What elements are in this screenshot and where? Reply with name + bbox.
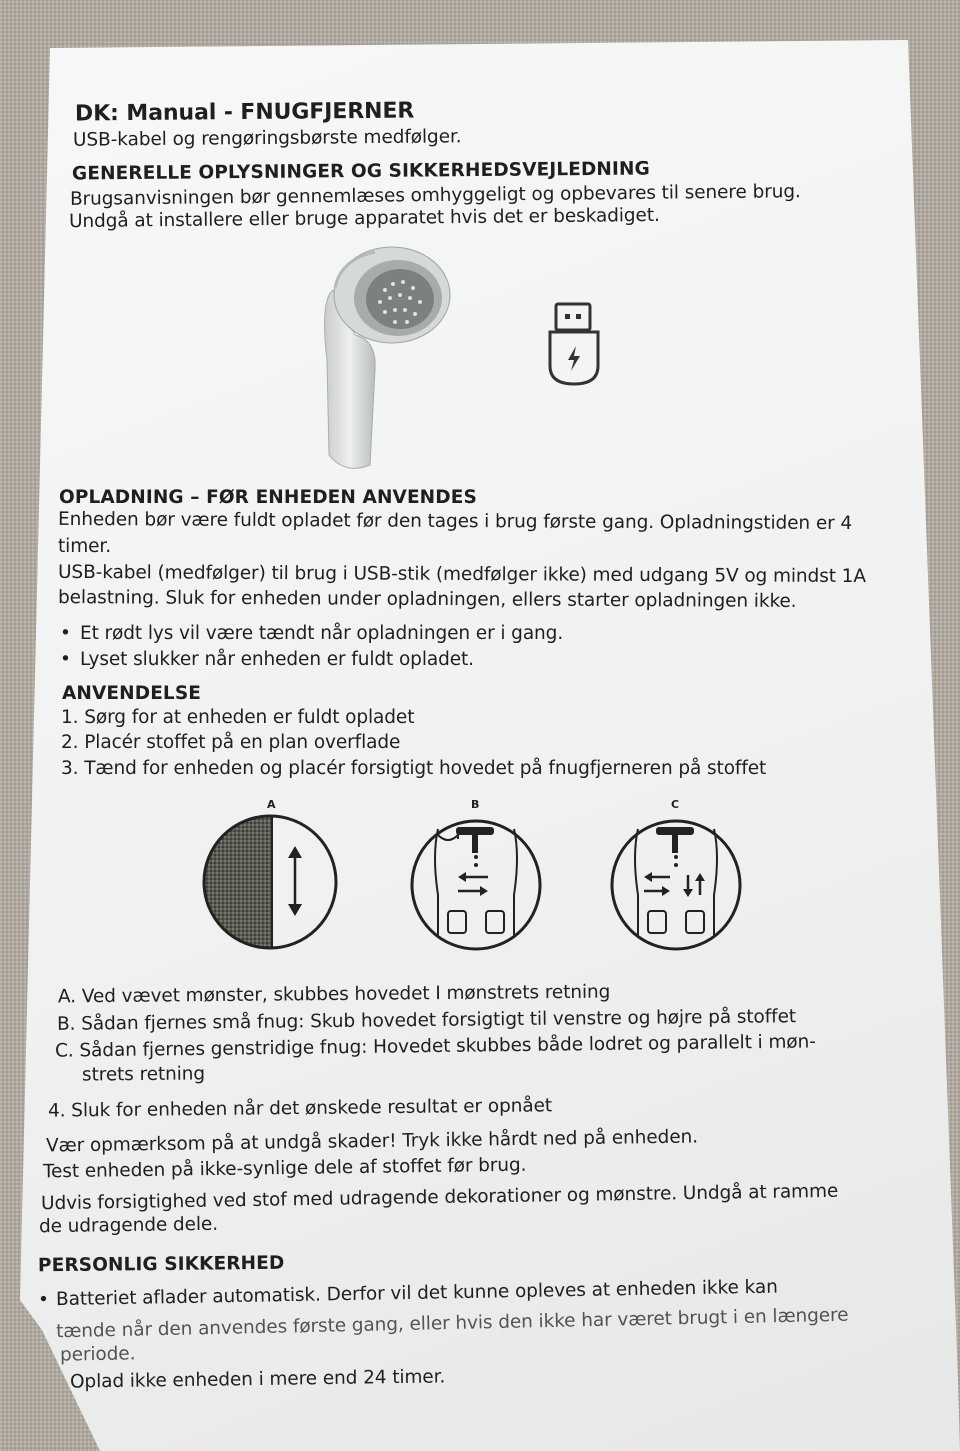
figure-label-b: B: [471, 798, 480, 811]
usage-step-4: 4. Sluk for enheden når det ønskede resultat er opnået: [47, 1095, 553, 1122]
safety-heading: PERSONLIG SIKKERHED: [37, 1252, 285, 1277]
general-line-1: Brugsanvisningen bør gennemlæses omhyggeligt og opbevares til senere brug.: [69, 181, 801, 210]
usage-step-1: 1. Sørg for at enheden er fuldt opladet: [61, 707, 415, 728]
safety-bullet-2: Oplad ikke enheden i mere end 24 timer.: [69, 1366, 446, 1393]
bullet-text: Batteriet aflader automatisk. Derfor vil det kunne opleves at enheden ikke kan: [55, 1276, 778, 1311]
figure-a-woven-pattern: [200, 812, 340, 952]
figure-label-a: A: [267, 798, 276, 811]
manual-title: DK: Manual - FNUGFJERNER: [74, 98, 415, 127]
safety-bullet-1-line-3: periode.: [59, 1343, 136, 1366]
charging-p1-line-1: Enheden bør være fuldt opladet før den tages i brug første gang. Opladningstiden er 4: [57, 508, 853, 535]
charging-bullet-1: [60, 622, 563, 646]
bullet-icon: •: [37, 1289, 50, 1311]
note-b: B. Sådan fjernes små fnug: Skub hovedet forsigtigt til venstre og højre på stoffet: [56, 1006, 797, 1035]
note-a: A. Ved vævet mønster, skubbes hovedet I mønstrets retning: [57, 981, 611, 1008]
charging-p2-line-2: belastning. Sluk for enheden under opladningen, ellers starter opladningen ikke.: [57, 587, 797, 612]
warning-3-line-1: Udvis forsigtighed ved stof med udragende dekorationer og mønstre. Undgå at ramme: [40, 1180, 839, 1215]
warning-1: Vær opmærksom på at undgå skader! Tryk ikke hårdt ned på enheden.: [45, 1126, 699, 1157]
charging-bullet-2: [60, 648, 474, 672]
note-c-line-2: strets retning: [81, 1063, 206, 1086]
bullet-text: Lyset slukker når enheden er fuldt opladet.: [80, 649, 474, 670]
bullet-text: Et rødt lys vil være tændt når opladningen er i gang.: [80, 623, 564, 644]
usage-step-3: 3. Tænd for enheden og placér forsigtigt hovedet på fnugfjerneren på stoffet: [61, 758, 767, 779]
warning-2: Test enheden på ikke-synlige dele af stoffet før brug.: [42, 1154, 527, 1183]
safety-bullet-1-line-2: tænde når den anvendes første gang, eller hvis den ikke har været brugt i en længere: [55, 1304, 849, 1343]
charging-p2-line-1: USB-kabel (medfølger) til brug i USB-stik (medfølger ikke) med udgang 5V og mindst 1A: [57, 561, 866, 588]
warning-3-line-2: de udragende dele.: [38, 1213, 219, 1238]
figure-c-garment-all-directions: [608, 815, 748, 955]
general-line-2: Undgå at installere eller bruge apparatet hvis det er beskadiget.: [68, 204, 660, 233]
manual-subtitle: USB-kabel og rengøringsbørste medfølger.: [72, 126, 462, 151]
bullet-icon: •: [60, 649, 71, 670]
lint-remover-illustration: [315, 240, 455, 475]
general-heading: GENERELLE OPLYSNINGER OG SIKKERHEDSVEJLEDNING: [71, 158, 650, 185]
usb-charging-icon: [544, 298, 604, 390]
figure-b-garment-left-right: [408, 815, 548, 955]
note-c-line-1: C. Sådan fjernes genstridige fnug: Hovedet skubbes både lodret og parallelt i møn-: [54, 1031, 816, 1062]
figure-label-c: C: [671, 798, 679, 811]
charging-heading: OPLADNING – FØR ENHEDEN ANVENDES: [59, 487, 477, 508]
charging-p1-line-2: timer.: [58, 536, 111, 557]
bullet-icon: •: [60, 623, 71, 644]
usage-step-2: 2. Placér stoffet på en plan overflade: [61, 732, 401, 753]
usage-heading: ANVENDELSE: [62, 683, 201, 704]
